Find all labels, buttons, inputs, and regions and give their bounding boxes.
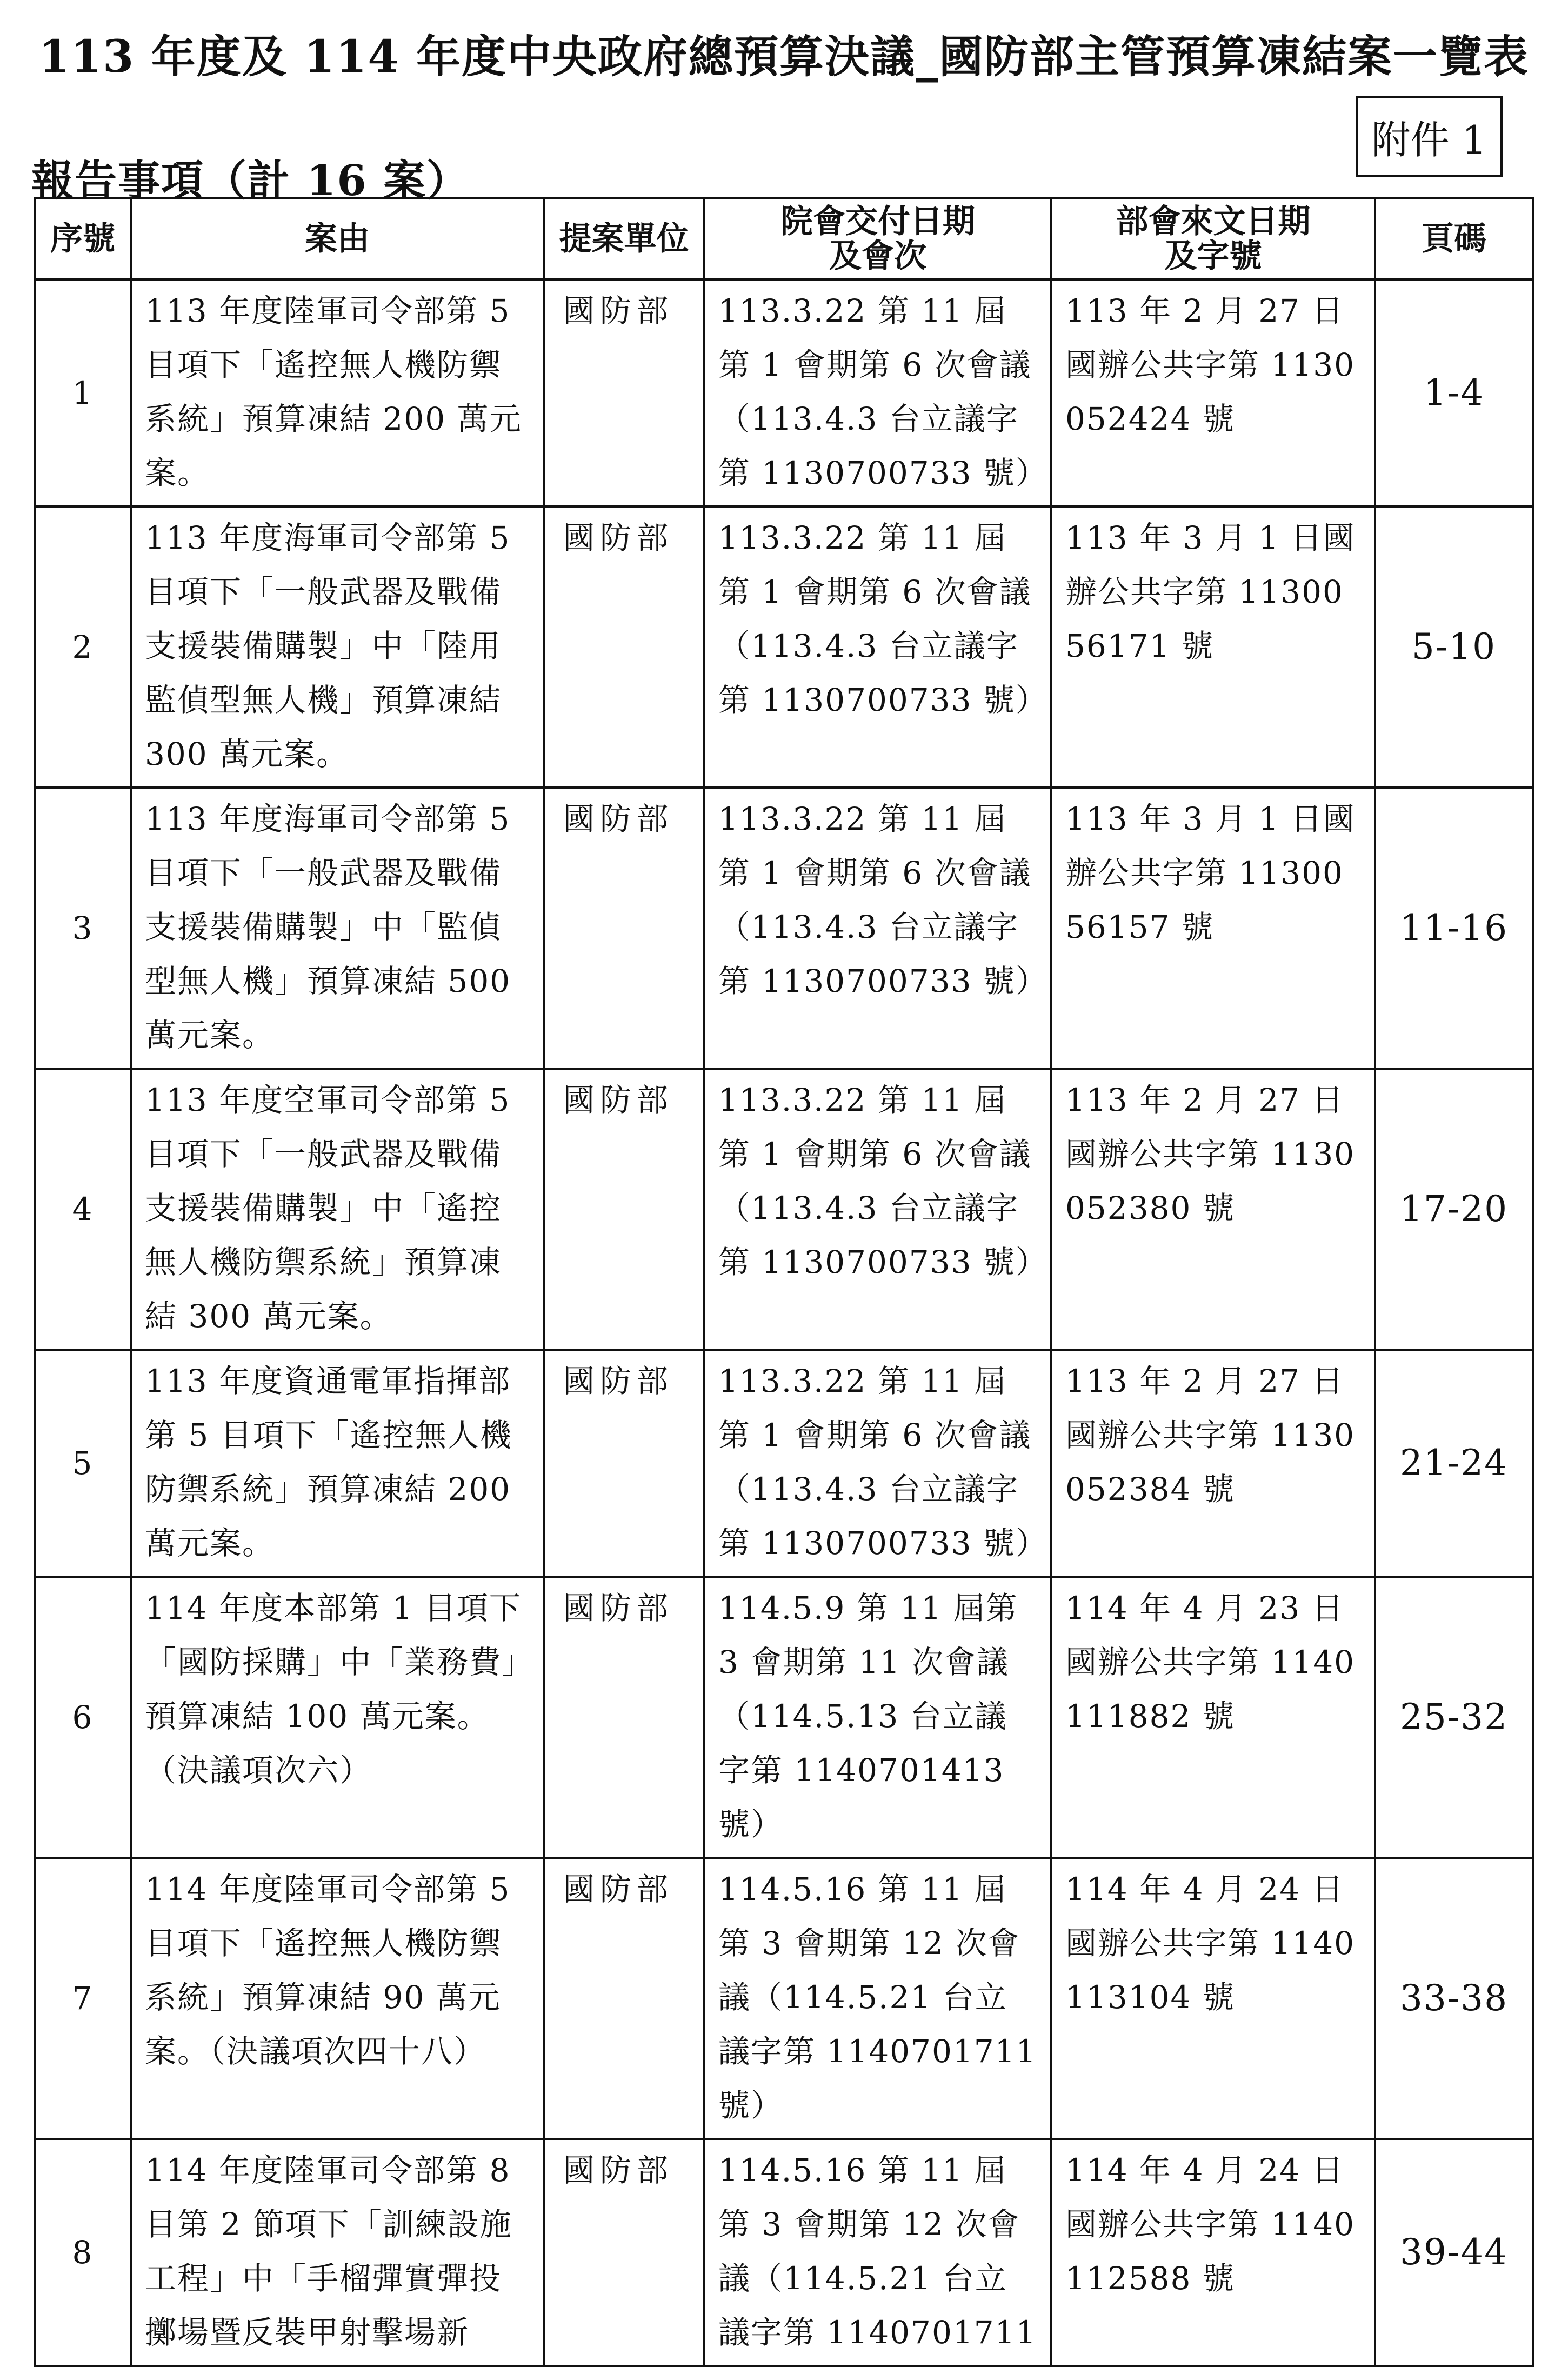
table-row (35, 279, 1533, 506)
document-title: 113 年度及 114 年度中央政府總預算決議_國防部主管預算凍結案一覽表 (39, 31, 1529, 83)
row-subject: 113 年度海軍司令部第 5 目項下「一般武器及戰備支援裝備購製」中「陸用監偵型無人機」預算凍結 300 萬元案。 (131, 506, 544, 788)
row-subject: 113 年度海軍司令部第 5 目項下「一般武器及戰備支援裝備購製」中「監偵型無人機」預算凍結 500 萬元案。 (131, 788, 544, 1069)
row-session: 113.3.22 第 11 屆第 1 會期第 6 次會議（113.4.3 台立議字第 1130700733 號） (704, 788, 1051, 1069)
row-no: 4 (35, 1069, 131, 1350)
row-document: 113 年 2 月 27 日國辦公共字第 1130052380 號 (1051, 1069, 1375, 1350)
row-no: 2 (35, 506, 131, 788)
header-document-line1: 部會來文日期 (1116, 203, 1311, 241)
table-row (35, 1858, 1533, 2139)
row-document: 114 年 4 月 24 日國辦公共字第 1140112588 號 (1051, 2139, 1375, 2366)
section-heading: 報告事項（計 16 案） (31, 156, 470, 205)
header-session-line1: 院會交付日期 (780, 203, 975, 241)
row-document: 113 年 3 月 1 日國辦公共字第 1130056157 號 (1051, 788, 1375, 1069)
header-document-line2: 及字號 (1164, 237, 1262, 275)
row-session: 113.3.22 第 11 屆第 1 會期第 6 次會議（113.4.3 台立議字第 1130700733 號） (704, 279, 1051, 506)
row-page: 17-20 (1375, 1069, 1533, 1350)
row-page: 1-4 (1375, 279, 1533, 506)
row-session: 114.5.9 第 11 屆第 3 會期第 11 次會議（114.5.13 台立議字第 1140701413 號） (704, 1577, 1051, 1858)
row-document: 114 年 4 月 24 日國辦公共字第 1140113104 號 (1051, 1858, 1375, 2139)
row-document: 113 年 2 月 27 日國辦公共字第 1130052384 號 (1051, 1350, 1375, 1577)
row-subject: 113 年度陸軍司令部第 5 目項下「遙控無人機防禦系統」預算凍結 200 萬元案。 (131, 279, 544, 506)
table-row (35, 1069, 1533, 1350)
row-page: 11-16 (1375, 788, 1533, 1069)
freeze-case-table (34, 197, 1534, 2367)
row-subject: 113 年度資通電軍指揮部第 5 目項下「遙控無人機防禦系統」預算凍結 200 萬元案。 (131, 1350, 544, 1577)
row-page: 21-24 (1375, 1350, 1533, 1577)
row-session: 114.5.16 第 11 屆第 3 會期第 12 次會議（114.5.21 台立議字第 1140701711 (704, 2139, 1051, 2366)
row-page: 25-32 (1375, 1577, 1533, 1858)
table-row (35, 2139, 1533, 2366)
row-subject: 114 年度本部第 1 目項下「國防採購」中「業務費」預算凍結 100 萬元案。（決議項次六） (131, 1577, 544, 1858)
row-document: 113 年 3 月 1 日國辦公共字第 1130056171 號 (1051, 506, 1375, 788)
row-page: 39-44 (1375, 2139, 1533, 2366)
table-row (35, 788, 1533, 1069)
row-document: 114 年 4 月 23 日國辦公共字第 1140111882 號 (1051, 1577, 1375, 1858)
attachment-label: 附件 1 (1356, 96, 1503, 177)
row-unit: 國防部 (544, 506, 704, 788)
header-session-line2: 及會次 (829, 237, 926, 275)
row-subject: 114 年度陸軍司令部第 8 目第 2 節項下「訓練設施工程」中「手榴彈實彈投擲場暨反裝甲射擊場新 (131, 2139, 544, 2366)
row-unit: 國防部 (544, 1577, 704, 1858)
row-session: 113.3.22 第 11 屆第 1 會期第 6 次會議（113.4.3 台立議字第 1130700733 號） (704, 1350, 1051, 1577)
row-unit: 國防部 (544, 2139, 704, 2366)
row-unit: 國防部 (544, 279, 704, 506)
table-row (35, 506, 1533, 788)
row-no: 1 (35, 279, 131, 506)
header-session (704, 198, 1051, 279)
row-unit: 國防部 (544, 1858, 704, 2139)
header-page: 頁碼 (1375, 198, 1533, 279)
row-page: 5-10 (1375, 506, 1533, 788)
header-unit: 提案單位 (544, 198, 704, 279)
header-subject: 案由 (131, 198, 544, 279)
row-page: 33-38 (1375, 1858, 1533, 2139)
row-session: 113.3.22 第 11 屆第 1 會期第 6 次會議（113.4.3 台立議字第 1130700733 號） (704, 506, 1051, 788)
row-subject: 113 年度空軍司令部第 5 目項下「一般武器及戰備支援裝備購製」中「遙控無人機防禦系統」預算凍結 300 萬元案。 (131, 1069, 544, 1350)
row-subject: 114 年度陸軍司令部第 5 目項下「遙控無人機防禦系統」預算凍結 90 萬元案。（決議項次四十八） (131, 1858, 544, 2139)
row-no: 5 (35, 1350, 131, 1577)
table-header-row (35, 198, 1533, 279)
row-unit: 國防部 (544, 1350, 704, 1577)
row-no: 7 (35, 1858, 131, 2139)
row-session: 114.5.16 第 11 屆第 3 會期第 12 次會議（114.5.21 台立議字第 1140701711 號） (704, 1858, 1051, 2139)
row-no: 6 (35, 1577, 131, 1858)
row-document: 113 年 2 月 27 日國辦公共字第 1130052424 號 (1051, 279, 1375, 506)
row-unit: 國防部 (544, 1069, 704, 1350)
table-row (35, 1350, 1533, 1577)
row-unit: 國防部 (544, 788, 704, 1069)
row-no: 3 (35, 788, 131, 1069)
row-no: 8 (35, 2139, 131, 2366)
header-no: 序號 (35, 198, 131, 279)
row-session: 113.3.22 第 11 屆第 1 會期第 6 次會議（113.4.3 台立議字第 1130700733 號） (704, 1069, 1051, 1350)
header-document (1051, 198, 1375, 279)
table-row (35, 1577, 1533, 1858)
